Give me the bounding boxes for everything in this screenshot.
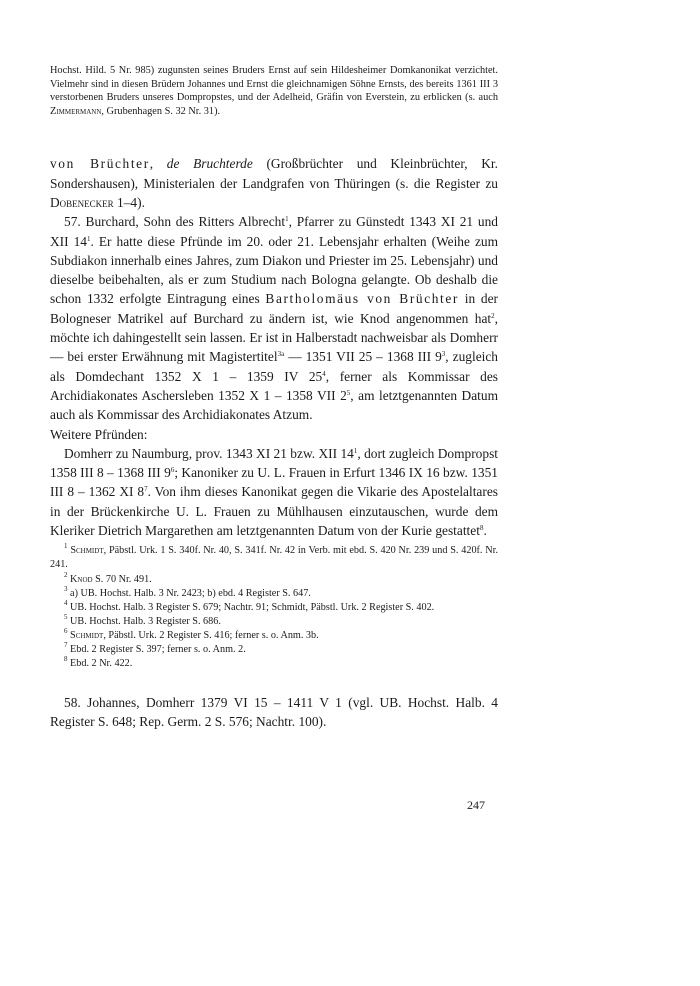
footnotes xyxy=(50,544,498,671)
footnote-text: UB. Hochst. Halb. 3 Register S. 686. xyxy=(70,615,221,627)
footnote-text: , Päbstl. Urk. 2 Register S. 416; ferner s. o. Anm. 3b. xyxy=(103,629,319,641)
footnote-text: S. 70 Nr. 491. xyxy=(92,573,152,585)
footnote-ref: 3a xyxy=(277,350,285,359)
entry-57-text: . Er hatte diese Pfründe im 20. oder 21. Lebensjahr erhalten (Weihe zum Subdiakon innerhalb eines Jahres, zum Diakon und Priester im 25. Lebensjahr) und dieselbe beibehalten, als er zum Studium nach Bologna gelangte. Ob deshalb die schon 1332 erfolgte Eintragung eines xyxy=(50,233,499,307)
weitere-pfruenden-label: Weitere Pfründen: xyxy=(50,426,148,442)
entry-57 xyxy=(50,212,498,424)
footnote-ref: 7 xyxy=(144,485,148,494)
footnote-number: 8 xyxy=(64,655,68,664)
footnote-ref: 4 xyxy=(322,369,326,378)
footnote-number: 2 xyxy=(64,570,68,579)
pfruenden-text: , dort zugleich Dompropst 1358 III 8 – 1368 III 9 xyxy=(50,445,499,481)
footnote-number: 3 xyxy=(64,584,68,593)
entry-57-text: in der Bologneser Matrikel auf Burchard zu ändern ist, wie Knod angenommen hat xyxy=(50,291,498,326)
family-text: (Großbrüchter und Kleinbrüchter, Kr. Sondershausen), Ministerialen der Landgrafen von Thüringen (s. die Register zu xyxy=(50,156,498,191)
footnote xyxy=(50,544,498,572)
entry-58 xyxy=(50,693,498,732)
entry-57-text: 57. Burchard, Sohn des Ritters Albrecht xyxy=(64,214,286,230)
top-note-author: Zimmermann xyxy=(50,105,102,117)
footnote-author: Knod xyxy=(70,573,93,585)
pfruenden-text: ; Kanoniker zu U. L. Frauen in Erfurt 1346 IX 16 bzw. 1351 III 8 – 1362 XI 8 xyxy=(50,465,498,500)
footnote-number: 6 xyxy=(64,626,68,635)
footnote-ref: 1 xyxy=(285,215,289,224)
top-note-tail: , Grubenhagen S. 32 Nr. 31). xyxy=(101,105,221,117)
footnote xyxy=(50,584,498,601)
top-note xyxy=(50,64,498,118)
footnote-ref: 3 xyxy=(441,350,446,359)
footnote xyxy=(50,598,498,615)
weitere-pfruenden xyxy=(50,444,498,540)
family-name: von Brüchter xyxy=(50,156,150,172)
footnote-ref: 2 xyxy=(491,311,495,320)
page-number: 247 xyxy=(467,798,485,812)
footnote xyxy=(50,657,498,671)
person-name: Bartholomäus von Brüchter xyxy=(265,291,459,307)
family-place: de Bruchterde xyxy=(166,156,253,172)
footnote xyxy=(50,570,498,587)
entry-57-text: — 1351 VII 25 – 1368 III 9 xyxy=(284,349,442,365)
footnote-author: Schmidt xyxy=(70,629,104,641)
top-note-text: Hochst. Hild. 5 Nr. 985) zugunsten seines Bruders Ernst auf sein Hildesheimer Domkanonikat verzichtet. Vielmehr sind in diesen Brüdern Johannes und Ernst die gleichnamigen Söhne Ernsts, des bereits 1361 III 3 verstorbenen Bruders unseres Dompropstes, und der Adelheid, Gräfin von Everstein, zu erblicken (s. auch xyxy=(50,65,498,104)
entry-57-text: , ferner als Kommissar des Archidiakonates Aschersleben 1352 X 1 – 1358 VII 2 xyxy=(50,368,498,403)
footnote-number: 5 xyxy=(64,612,68,621)
footnote-ref: 1 xyxy=(87,234,91,243)
pfruenden-text: . Von ihm dieses Kanonikat gegen die Vikarie des Apostelaltares in der Brückenkirche U. L. Frauen zu Mühlhausen einzutauschen, wurde dem Kleriker Dietrich Margarethen am letztgenannten Datum von der Kurie gestattet xyxy=(50,484,498,539)
footnote-text: a) UB. Hochst. Halb. 3 Nr. 2423; b) ebd. 4 Register S. 647. xyxy=(70,587,311,599)
entry-58-text: 58. Johannes, Domherr 1379 VI 15 – 1411 V 1 (vgl. UB. Hochst. Halb. 4 Register S. 648; Rep. Germ. 2 S. 576; Nachtr. 100). xyxy=(50,695,498,730)
footnote xyxy=(50,640,498,657)
footnote-text: UB. Hochst. Halb. 3 Register S. 679; Nachtr. 91; Schmidt, Päbstl. Urk. 2 Register S. 402. xyxy=(70,601,435,613)
footnote-author: Schmidt xyxy=(70,545,104,557)
footnote-number: 4 xyxy=(64,598,68,607)
footnote-ref: 1 xyxy=(353,446,358,455)
footnote xyxy=(50,626,498,643)
footnote-number: 1 xyxy=(64,542,68,551)
pfruenden-text: . xyxy=(483,523,487,539)
footnote-text: Ebd. 2 Nr. 422. xyxy=(70,658,133,670)
entry-57-text: , zugleich als Domdechant 1352 X 1 – 1359 IV 25 xyxy=(50,349,499,384)
footnote xyxy=(50,612,498,629)
entry-57-text: , Pfarrer zu Günstedt 1343 XI 21 und XII 14 xyxy=(50,214,498,249)
footnote-text: Ebd. 2 Register S. 397; ferner s. o. Anm. 2. xyxy=(70,643,246,655)
footnote-ref: 8 xyxy=(479,524,484,533)
family-ref-author: Dobenecker xyxy=(50,194,114,210)
pfruenden-text: Domherr zu Naumburg, prov. 1343 XI 21 bzw. XII 14 xyxy=(64,445,354,461)
page-body xyxy=(50,64,498,732)
footnote-number: 7 xyxy=(64,640,68,649)
main-text xyxy=(50,154,498,540)
footnote-ref: 6 xyxy=(170,466,175,475)
entry-57-text: , am letztgenannten Datum auch als Kommissar des Archidiakonates Atzum. xyxy=(50,387,498,423)
family-heading: von Brüchter, de Bruchterde (Großbrüchter und Kleinbrüchter, Kr. Sondershausen), Ministerialen der Landgrafen von Thüringen (s. die Register zu Dobenecker 1–4). xyxy=(50,156,498,210)
footnote-ref: 5 xyxy=(346,388,351,397)
footnote-text: , Päbstl. Urk. 1 S. 340f. Nr. 40, S. 341f. Nr. 42 in Verb. mit ebd. S. 420 Nr. 239 und S. 420f. Nr. 241. xyxy=(50,545,499,571)
entry-57-text: , möchte ich dahingestellt sein lassen. Er ist in Halberstadt nachweisbar als Domherr — bei erster Erwähnung mit Magistertitel xyxy=(50,310,498,365)
family-ref-tail: 1–4). xyxy=(117,194,145,210)
